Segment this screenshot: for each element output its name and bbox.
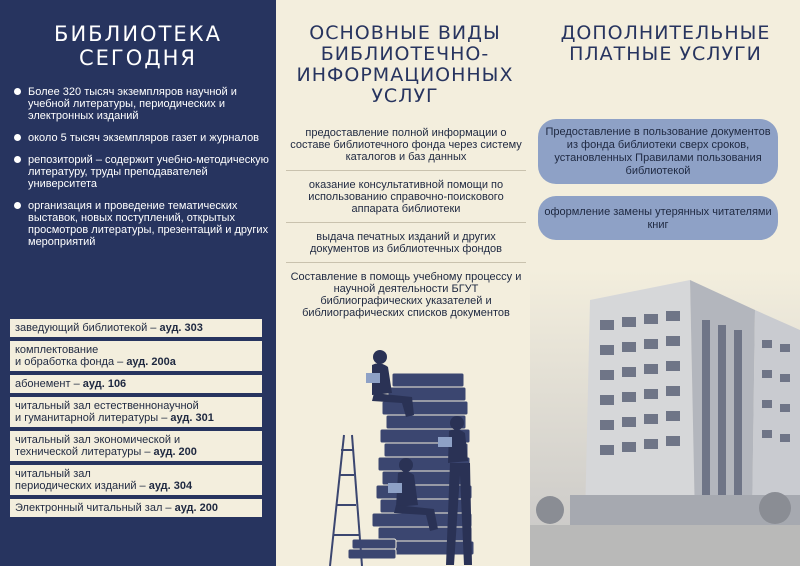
room-entry — [10, 397, 262, 427]
paid-services-title — [538, 23, 793, 65]
room-label: Электронный читальный зал – — [15, 502, 175, 514]
paid-service-item: оформление замены утерянных читателями книг — [538, 196, 778, 240]
title-line: ДОПОЛНИТЕЛЬНЫЕ — [560, 22, 771, 44]
room-number: ауд. 106 — [82, 378, 127, 390]
fact-item: Более 320 тысяч экземпляров научной и учебной литературы, периодических и электронных изданий — [14, 86, 269, 122]
room-number: ауд. 200 — [153, 446, 197, 458]
title-line: БИБЛИОТЕЧНО- — [320, 43, 490, 65]
room-number: ауд. 304 — [148, 480, 193, 492]
room-number: ауд. 301 — [170, 412, 214, 424]
fact-item: репозиторий – содержит учебно-методическую литературу, труды преподавателей университета — [14, 154, 269, 190]
room-entry — [10, 431, 262, 461]
left-title — [0, 22, 276, 70]
fact-item: около 5 тысяч экземпляров газет и журналов — [14, 132, 269, 144]
room-label: заведующий библиотекой – — [15, 322, 160, 334]
service-item: оказание консультативной помощи по использованию справочно-поискового аппарата библиотеки — [286, 176, 526, 223]
title-line: ПЛАТНЫЕ УСЛУГИ — [569, 43, 762, 65]
service-item: Составление в помощь учебному процессу и научной деятельности БГУТ библиографических указателей и библиографических списков документов — [290, 271, 522, 319]
room-label: читальный зал естественнонаучной и гуманитарной литературы – — [15, 400, 199, 424]
left-panel — [0, 0, 276, 566]
main-services-title — [285, 23, 525, 107]
left-title-line2: СЕГОДНЯ — [78, 46, 198, 70]
room-entry — [10, 375, 262, 393]
library-facts-list — [14, 86, 269, 258]
service-item: предоставление полной информации о составе библиотечного фонда через систему каталогов и баз данных — [286, 124, 526, 171]
title-line: ИНФОРМАЦИОННЫХ — [296, 64, 514, 86]
room-number: ауд. 303 — [159, 322, 203, 334]
left-title-line1: БИБЛИОТЕКА — [54, 22, 222, 46]
room-entry — [10, 341, 262, 371]
title-line: УСЛУГ — [371, 85, 439, 107]
main-services-list — [286, 124, 526, 331]
room-label: читальный зал периодических изданий – — [15, 468, 146, 492]
room-entry — [10, 499, 262, 517]
room-entry — [10, 319, 262, 337]
room-number: ауд. 200а — [126, 356, 176, 368]
room-entry — [10, 465, 262, 495]
room-directory — [10, 319, 262, 521]
room-label: комплектование и обработка фонда – — [15, 344, 124, 368]
reading-people-illustration — [322, 345, 492, 566]
room-label: абонемент – — [15, 378, 83, 390]
room-label: читальный зал экономической и технической литературы – — [15, 434, 181, 458]
library-building-image — [530, 270, 800, 566]
service-item: выдача печатных изданий и других документов из библиотечных фондов — [286, 228, 526, 263]
room-number: ауд. 200 — [174, 502, 219, 514]
fact-item: организация и проведение тематических выставок, новых поступлений, открытых просмотров литературы, презентаций и других мероприятий — [14, 200, 269, 248]
title-line: ОСНОВНЫЕ ВИДЫ — [309, 22, 501, 44]
paid-service-item: Предоставление в пользование документов из фонда библиотеки сверх сроков, установленных Правилами пользования библиотекой — [538, 119, 778, 184]
